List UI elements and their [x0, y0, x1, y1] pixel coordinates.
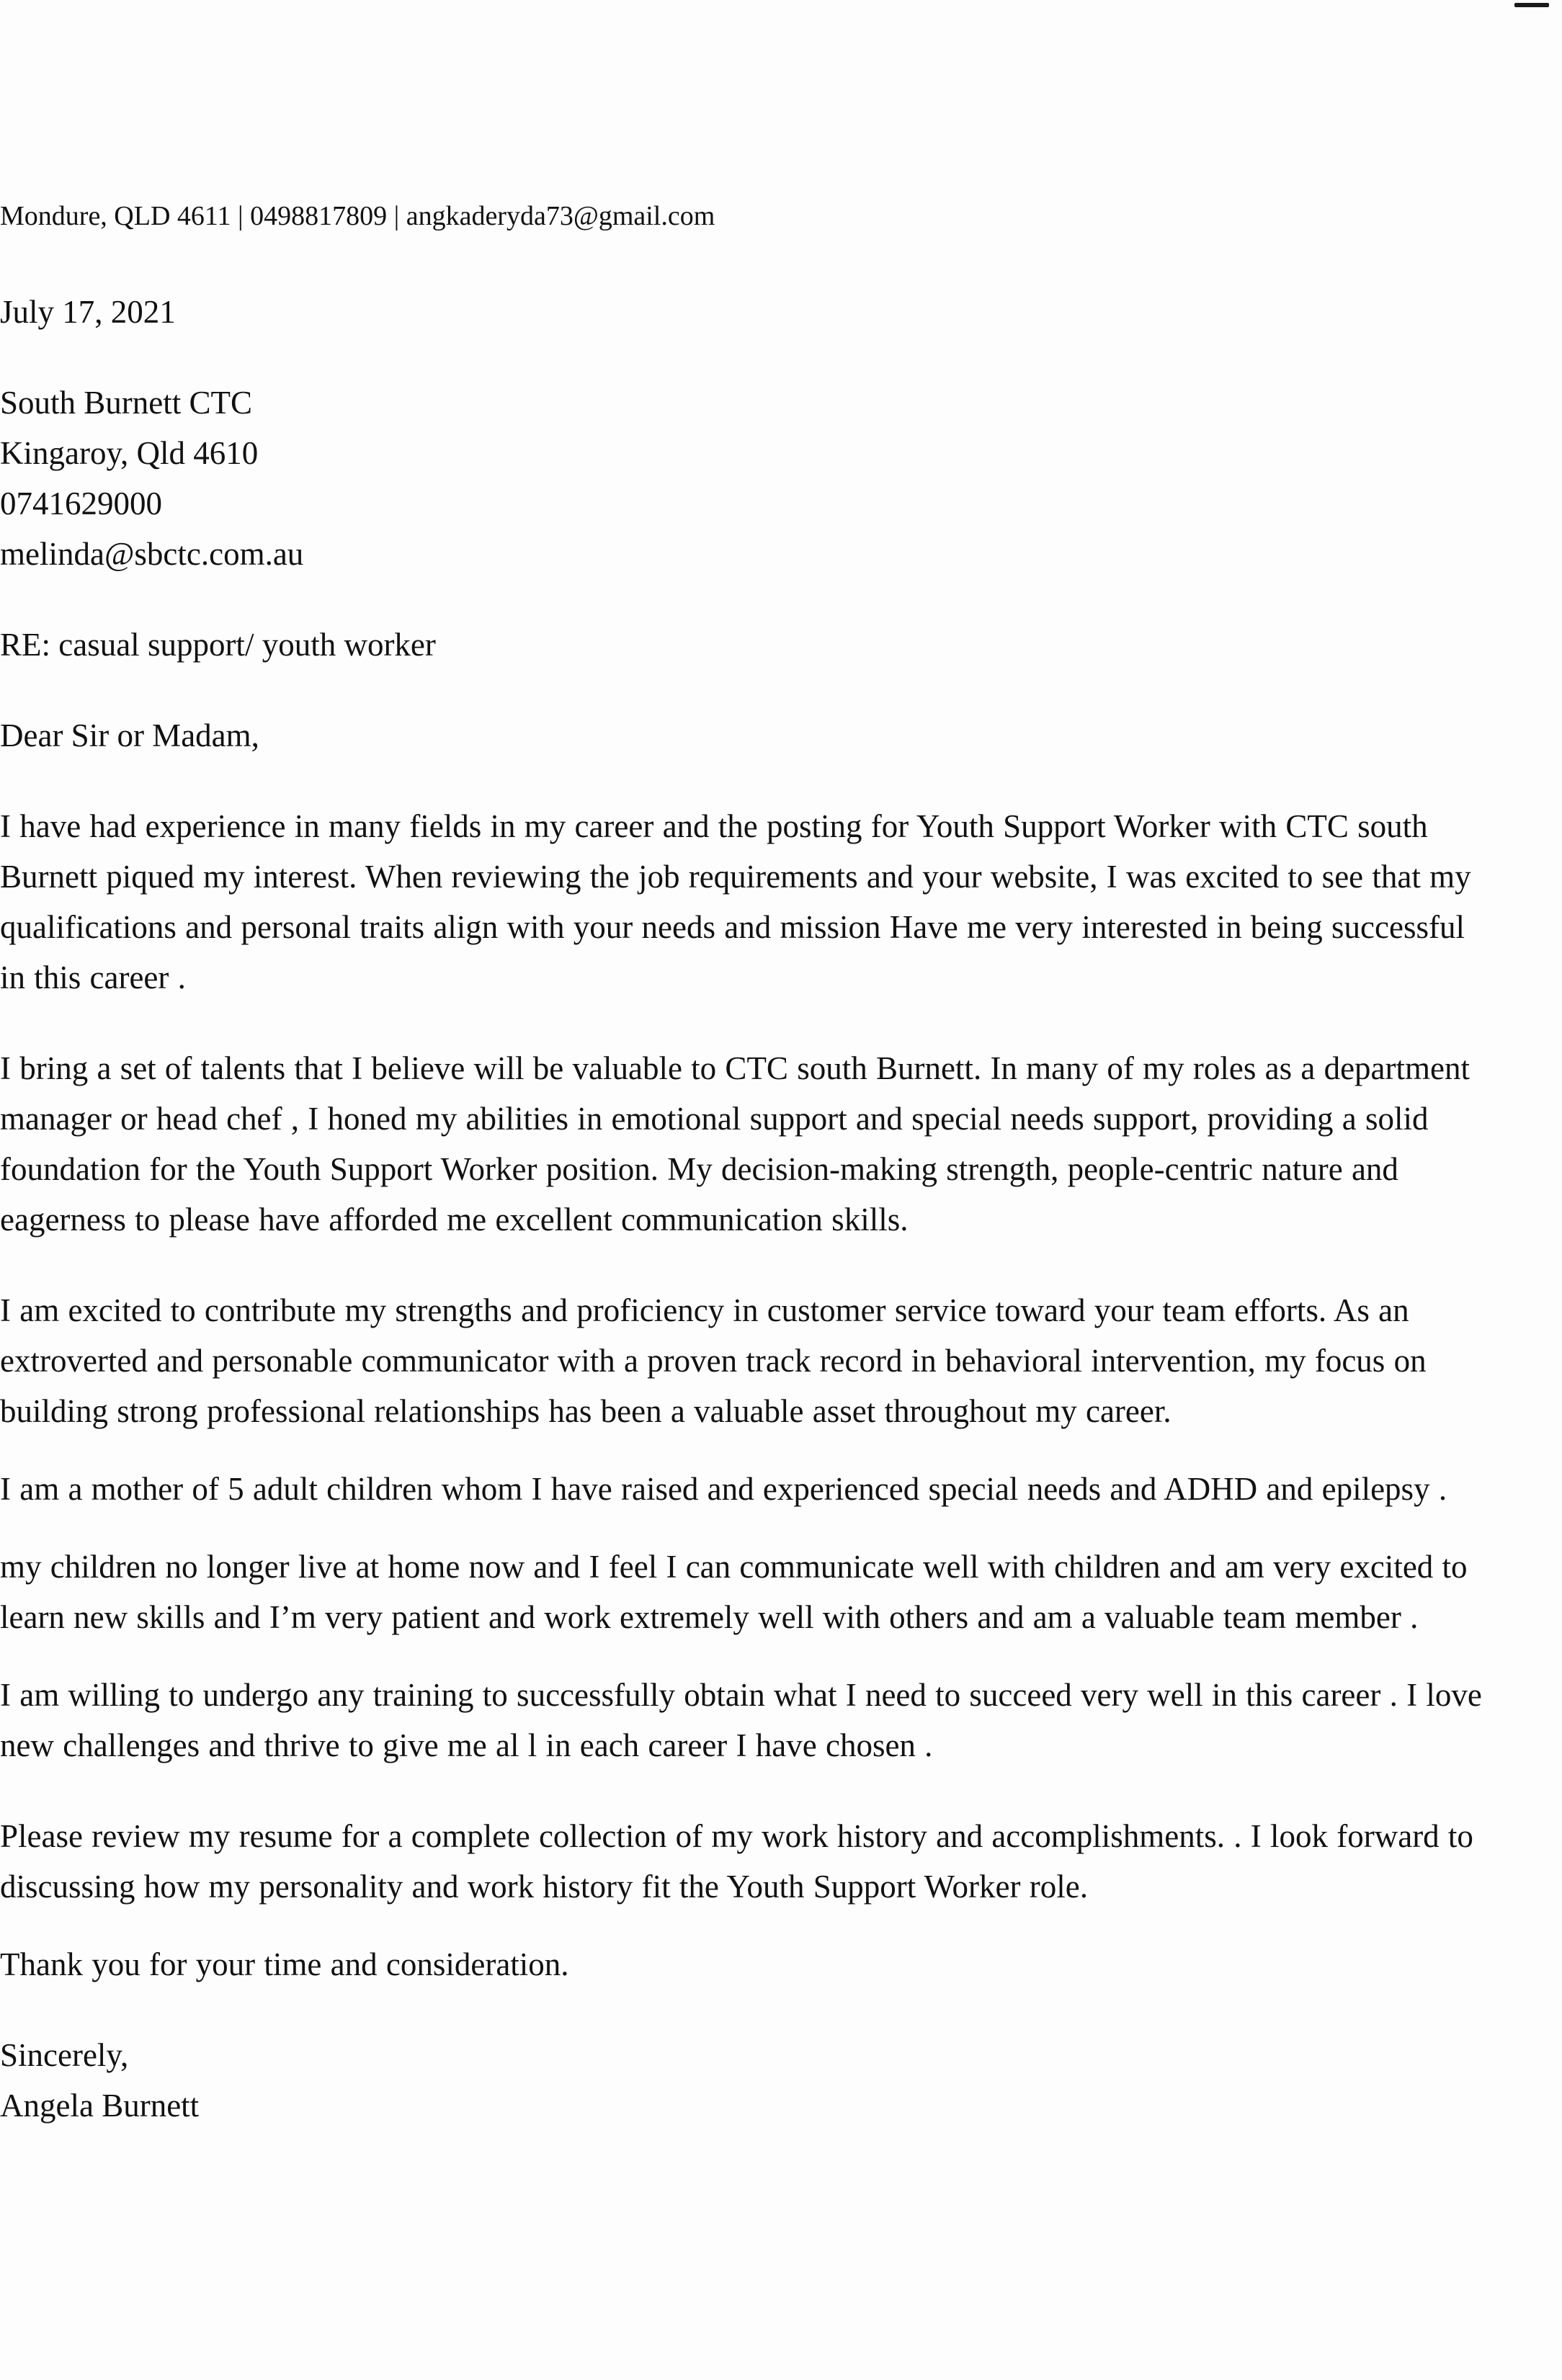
recipient-organization: South Burnett CTC [0, 385, 253, 421]
recipient-locality: Kingaroy, Qld 4610 [0, 435, 259, 471]
body-paragraph: Please review my resume for a complete collection of my work history and accomplishments. . I look forward to discussing how my personality and work history fit the Youth Support Worker role. [0, 1818, 1473, 1905]
signature-name: Angela Burnett [0, 2088, 200, 2124]
recipient-email: melinda@sbctc.com.au [0, 536, 304, 572]
body-paragraph: my children no longer live at home now and I feel I can communicate well with children and am very excited to learn new skills and I’m very patient and work extremely well with others and am a valuable team member . [0, 1549, 1468, 1635]
closing: Sincerely, [0, 2037, 129, 2073]
body-paragraph: I am a mother of 5 adult children whom I have raised and experienced special needs and ADHD and epilepsy . [0, 1471, 1447, 1507]
thank-you-line: Thank you for your time and consideration. [0, 1946, 569, 1982]
recipient-address-block [0, 377, 1484, 579]
recipient-phone: 0741629000 [0, 486, 162, 522]
salutation: Dear Sir or Madam, [0, 717, 259, 753]
cover-letter [0, 194, 1484, 2131]
body-paragraph: I am excited to contribute my strengths and proficiency in customer service toward your team efforts. As an extroverted and personable communicator with a proven track record in behavioral intervention, my focus on building strong professional relationships has been a valuable asset throughout my career. [0, 1292, 1427, 1429]
body-paragraph: I have had experience in many fields in my career and the posting for Youth Support Worker with CTC south Burnett piqued my interest. When reviewing the job requirements and your website, I was excited to see that my qualifications and personal traits align with your needs and mission Have me very interested in being successful in this career . [0, 808, 1471, 996]
sender-contact-line: Mondure, QLD 4611 | 0498817809 | angkaderyda73@gmail.com [0, 201, 715, 231]
body-paragraph: I am willing to undergo any training to successfully obtain what I need to succeed very well in this career . I love new challenges and thrive to give me al l in each career I have chosen . [0, 1677, 1482, 1763]
scan-edge-mark [1514, 3, 1549, 7]
letter-date: July 17, 2021 [0, 294, 176, 330]
subject-line: RE: casual support/ youth worker [0, 627, 436, 663]
body-paragraph: I bring a set of talents that I believe will be valuable to CTC south Burnett. In many of my roles as a department manager or head chef , I honed my abilities in emotional support and special needs support, providing a solid foundation for the Youth Support Worker position. My decision-making strength, people-centric nature and eagerness to please have afforded me excellent communication skills. [0, 1050, 1470, 1238]
